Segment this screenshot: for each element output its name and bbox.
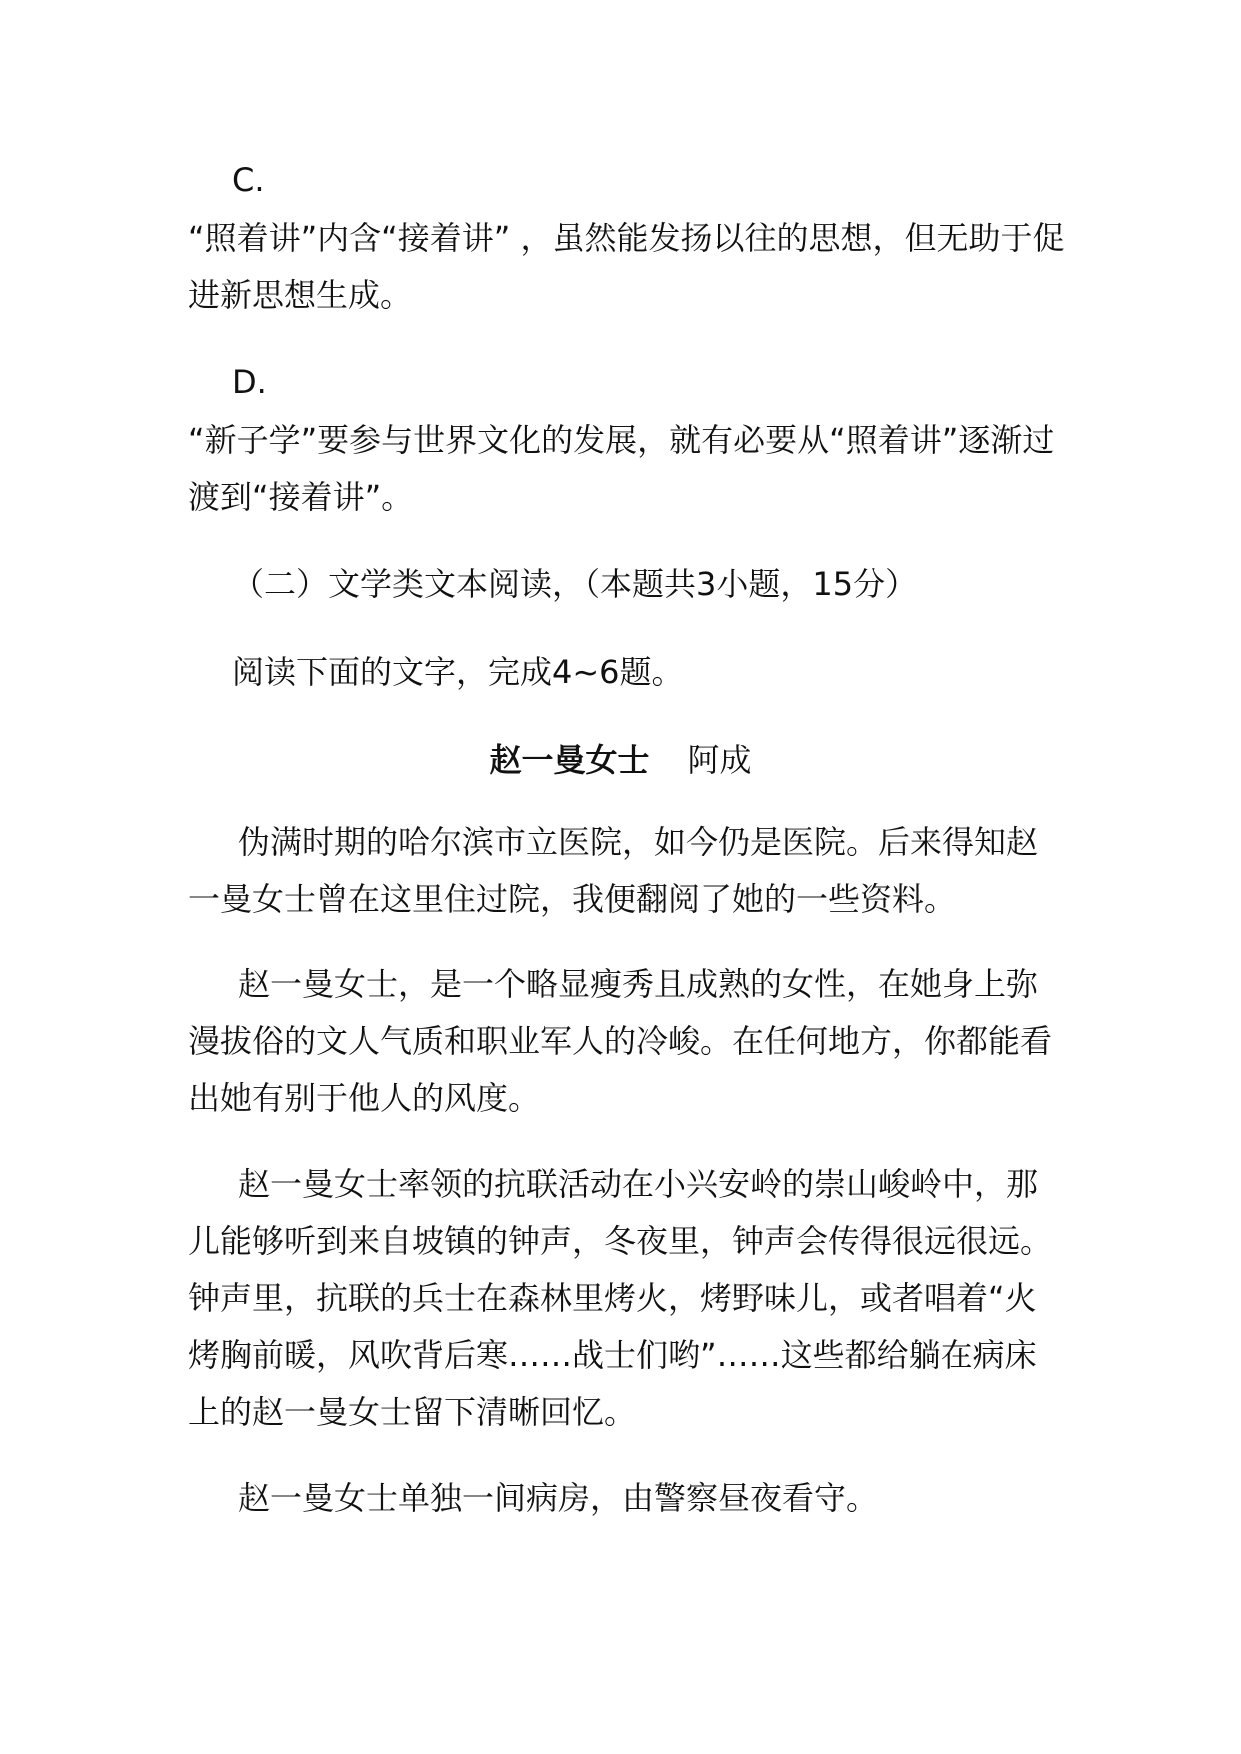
option-c-letter: C. <box>232 161 265 199</box>
article-title: 赵一曼女士 <box>489 741 650 779</box>
article-paragraph-1: 伪满时期的哈尔滨市立医院，如今仍是医院。后来得知赵一曼女士曾在这里住过院，我便翻阅了她的一些资料。 <box>188 823 1039 918</box>
option-d-text: “新子学”要参与世界文化的发展，就有必要从“照着讲”逐渐过渡到“接着讲”。 <box>188 421 1055 516</box>
article-title-line <box>0 732 1241 789</box>
article-paragraph-4: 赵一曼女士单独一间病房，由警察昼夜看守。 <box>238 1479 879 1517</box>
option-d-letter: D. <box>232 363 267 401</box>
article-paragraph-3: 赵一曼女士率领的抗联活动在小兴安岭的崇山峻岭中，那儿能够听到来自坡镇的钟声，冬夜里，钟声会传得很远很远。钟声里，抗联的兵士在森林里烤火，烤野味儿，或者唱着“火烤胸前暖，风吹背后寒……战士们哟”……这些都给躺在病床上的赵一曼女士留下清晰回忆。 <box>188 1165 1053 1431</box>
article-paragraph-2: 赵一曼女士，是一个略显瘦秀且成熟的女性，在她身上弥漫拔俗的文人气质和职业军人的冷峻。在任何地方，你都能看出她有别于他人的风度。 <box>188 965 1053 1117</box>
article-author: 阿成 <box>687 741 752 779</box>
option-c-text: “照着讲”内含“接着讲” ，虽然能发扬以往的思想，但无助于促进新思想生成。 <box>188 219 1065 314</box>
reading-instruction: 阅读下面的文字，完成4~6题。 <box>232 653 684 691</box>
section-heading: （二）文学类文本阅读，（本题共3小题，15分） <box>232 565 918 603</box>
